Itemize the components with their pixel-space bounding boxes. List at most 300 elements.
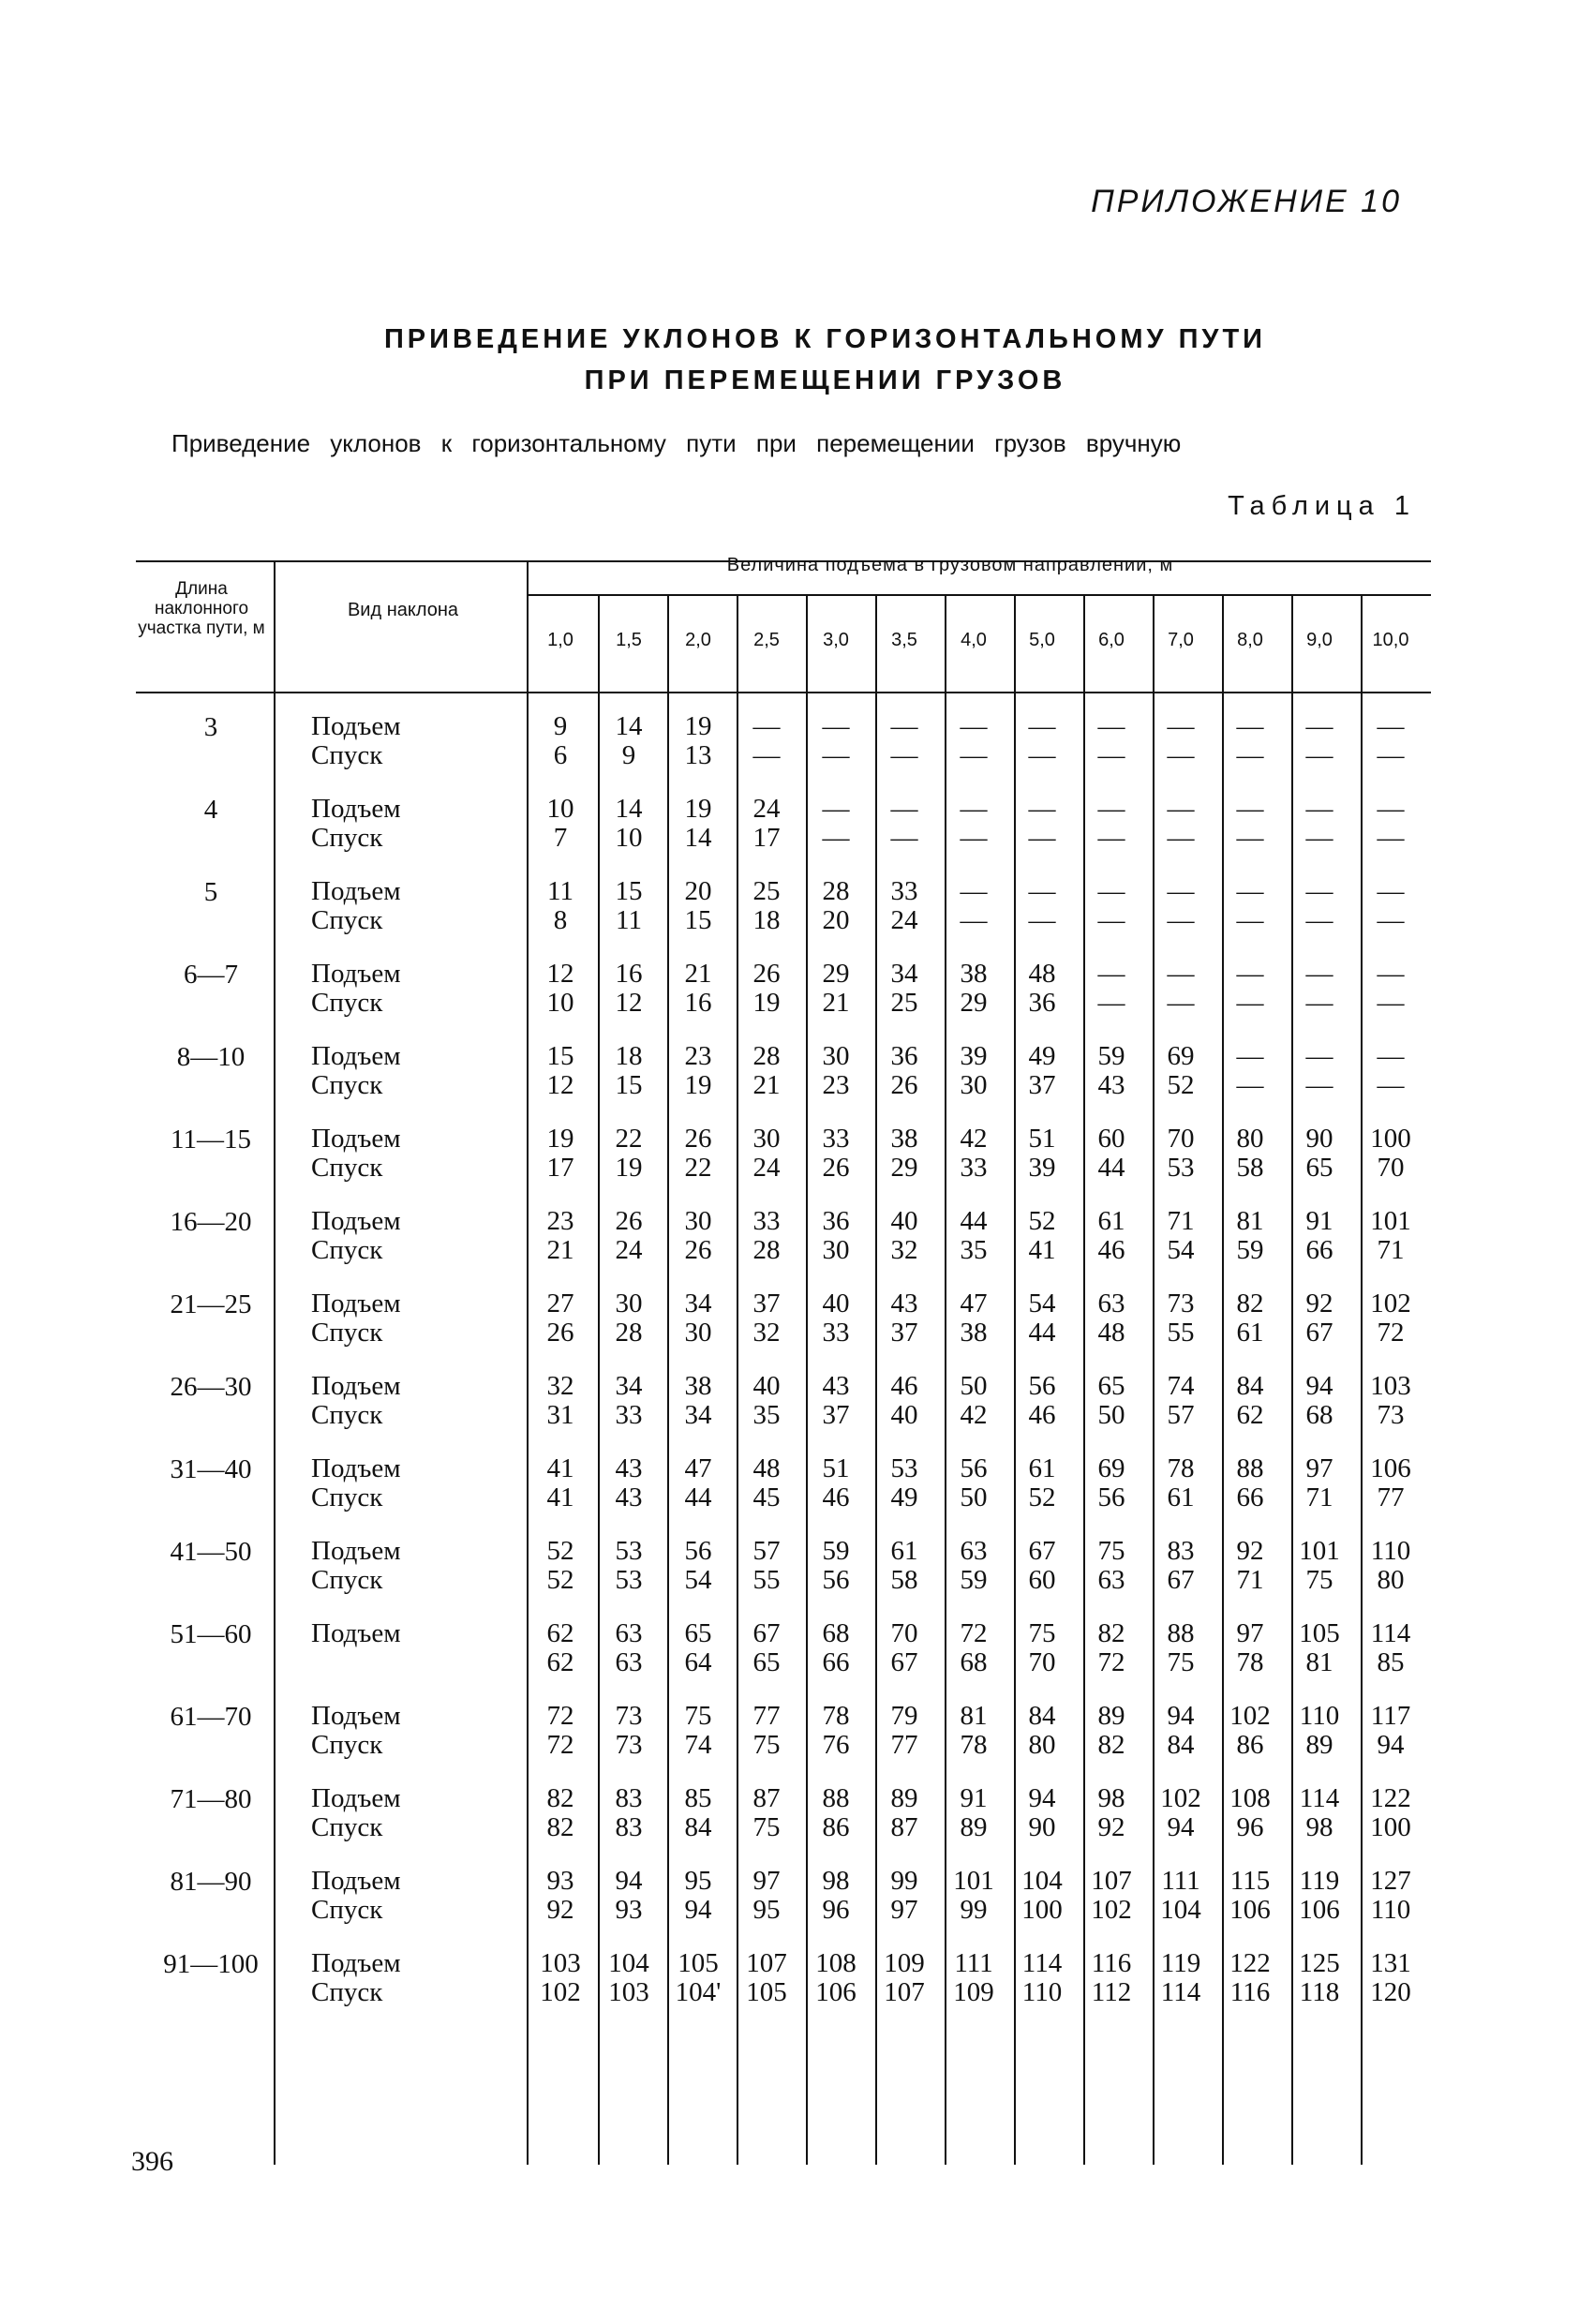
value-down: 77 [1377, 1482, 1405, 1512]
value-up: — [1305, 1041, 1333, 1071]
cell-value [940, 1784, 1007, 1842]
value-down: 74 [684, 1730, 712, 1760]
value-up: 78 [822, 1701, 850, 1731]
value-up: 106 [1370, 1453, 1411, 1483]
cell-value [940, 1867, 1007, 1925]
cell-value [595, 1867, 663, 1925]
value-up: 83 [615, 1783, 643, 1813]
value-down: 94 [1167, 1812, 1195, 1842]
lift-value-header: 7,0 [1168, 630, 1194, 650]
value-up: 70 [890, 1618, 918, 1648]
table-subtitle: Приведение уклонов к горизонтальному пути при перемещении грузов вручную [171, 429, 1182, 457]
value-up: 33 [890, 876, 918, 906]
kind-up: Подъем [311, 1041, 401, 1071]
cell-value [527, 1619, 594, 1677]
value-down: 70 [1028, 1647, 1056, 1677]
value-down: 110 [1021, 1977, 1063, 2007]
cell-value [802, 712, 870, 770]
value-down: 13 [684, 740, 712, 770]
value-down: 73 [615, 1730, 643, 1760]
kind-up: Подъем [311, 959, 401, 989]
value-down: 110 [1370, 1895, 1411, 1925]
value-down: — [1167, 988, 1195, 1018]
value-up: 30 [684, 1206, 712, 1236]
value-up: 78 [1167, 1453, 1195, 1483]
value-down: — [1236, 905, 1264, 935]
cell-value [1286, 1949, 1353, 2007]
value-up: 91 [960, 1783, 988, 1813]
value-up: — [890, 711, 918, 741]
cell-length: 71—80 [170, 1784, 252, 1814]
cell-value [871, 1372, 938, 1430]
cell-value [1286, 1784, 1353, 1842]
cell-value [664, 1454, 732, 1512]
appendix-label: ПРИЛОЖЕНИЕ 10 [1091, 184, 1402, 219]
cell-value [664, 1372, 732, 1430]
lift-value-header: 1,5 [616, 630, 642, 650]
value-down: 39 [1028, 1153, 1056, 1183]
value-down: 104 [1160, 1895, 1201, 1925]
value-up: 122 [1229, 1948, 1271, 1978]
cell-length: 3 [203, 712, 218, 742]
value-down: 30 [684, 1318, 712, 1348]
cell-kind [311, 1125, 499, 1183]
cell-value [1357, 877, 1424, 935]
cell-value [595, 1784, 663, 1842]
cell-value [1147, 877, 1214, 935]
cell-value [940, 1949, 1007, 2007]
value-up: 107 [1091, 1866, 1132, 1896]
value-up: 36 [890, 1041, 918, 1071]
value-down: 44 [684, 1482, 712, 1512]
value-up: — [1028, 711, 1056, 741]
cell-value [733, 877, 800, 935]
cell-value [871, 1042, 938, 1100]
cell-value [733, 1537, 800, 1595]
value-down: 6 [553, 740, 568, 770]
cell-value [1008, 1784, 1076, 1842]
value-up: 102 [1370, 1289, 1411, 1318]
cell-value [1147, 1207, 1214, 1265]
value-down: — [1377, 740, 1405, 770]
value-down: 106 [815, 1977, 857, 2007]
value-up: 19 [684, 711, 712, 741]
value-up: 108 [1229, 1783, 1271, 1813]
lift-value-header: 6,0 [1098, 630, 1125, 650]
value-down: 35 [960, 1235, 988, 1265]
value-up: 75 [1028, 1618, 1056, 1648]
value-down: 50 [1097, 1400, 1125, 1430]
value-down: 93 [615, 1895, 643, 1925]
value-up: 98 [1097, 1783, 1125, 1813]
value-down: 26 [822, 1153, 850, 1183]
lift-value-header: 9,0 [1306, 630, 1333, 650]
value-down: 26 [546, 1318, 574, 1348]
cell-value [802, 1454, 870, 1512]
value-up: — [1097, 794, 1125, 824]
kind-up: Подъем [311, 794, 401, 824]
cell-value [1078, 1372, 1145, 1430]
table-row [0, 1949, 1594, 2032]
value-up: 105 [678, 1948, 719, 1978]
value-down: 24 [615, 1235, 643, 1265]
cell-value [1216, 1702, 1284, 1760]
value-up: 89 [890, 1783, 918, 1813]
value-down: 59 [960, 1565, 988, 1595]
value-up: 114 [1021, 1948, 1063, 1978]
value-down: 103 [608, 1977, 649, 2007]
cell-value [1286, 1125, 1353, 1183]
cell-value [595, 712, 663, 770]
kind-down: Спуск [311, 1482, 383, 1512]
value-up: — [822, 711, 850, 741]
value-up: 29 [822, 959, 850, 989]
cell-value [664, 1125, 732, 1183]
value-up: 40 [822, 1289, 850, 1318]
value-down: — [890, 740, 918, 770]
cell-value [802, 1702, 870, 1760]
value-down: 44 [1097, 1153, 1125, 1183]
value-up: 60 [1097, 1124, 1125, 1154]
cell-value [1147, 1702, 1214, 1760]
cell-kind [311, 1867, 499, 1925]
value-down: 83 [615, 1812, 643, 1842]
value-up: 119 [1299, 1866, 1340, 1896]
cell-value [940, 1289, 1007, 1348]
value-down: — [1167, 740, 1195, 770]
kind-down: Спуск [311, 1318, 383, 1348]
cell-value [802, 1372, 870, 1430]
value-down: 41 [546, 1482, 574, 1512]
cell-value [1216, 712, 1284, 770]
cell-value [1008, 960, 1076, 1018]
cell-value [802, 1537, 870, 1595]
value-up: 108 [815, 1948, 857, 1978]
value-down: 84 [684, 1812, 712, 1842]
value-up: 19 [684, 794, 712, 824]
value-up: 110 [1299, 1701, 1340, 1731]
cell-value [940, 960, 1007, 1018]
value-up: — [1377, 959, 1405, 989]
value-up: 81 [960, 1701, 988, 1731]
value-up: 30 [615, 1289, 643, 1318]
cell-value [1357, 1289, 1424, 1348]
value-down: 99 [960, 1895, 988, 1925]
cell-value [733, 1784, 800, 1842]
value-up: 33 [822, 1124, 850, 1154]
value-down: 96 [1236, 1812, 1264, 1842]
header-lift: Величина подъема в грузовом направлении, м [726, 555, 1174, 575]
value-down: 33 [822, 1318, 850, 1348]
cell-value [1008, 1125, 1076, 1183]
cell-kind [311, 1289, 499, 1348]
value-down: 32 [752, 1318, 781, 1348]
kind-up: Подъем [311, 1453, 401, 1483]
cell-value [733, 1454, 800, 1512]
value-up: 75 [684, 1701, 712, 1731]
value-down: 30 [822, 1235, 850, 1265]
value-down: 55 [752, 1565, 781, 1595]
cell-kind [311, 1537, 499, 1595]
value-up: 54 [1028, 1289, 1056, 1318]
cell-value [802, 1619, 870, 1677]
value-down: — [1305, 988, 1333, 1018]
value-up: — [1236, 711, 1264, 741]
value-down: 71 [1305, 1482, 1333, 1512]
value-up: 46 [890, 1371, 918, 1401]
cell-value [1078, 712, 1145, 770]
value-up: 57 [752, 1536, 781, 1566]
value-up: 39 [960, 1041, 988, 1071]
cell-length: 91—100 [163, 1949, 259, 1979]
value-down: 59 [1236, 1235, 1264, 1265]
cell-value [733, 795, 800, 853]
value-down: 100 [1370, 1812, 1411, 1842]
cell-kind [311, 960, 499, 1018]
value-down: — [1305, 905, 1333, 935]
value-down: 89 [960, 1812, 988, 1842]
value-down: 29 [890, 1153, 918, 1183]
value-up: 77 [752, 1701, 781, 1731]
value-up: 88 [1236, 1453, 1264, 1483]
value-up: 33 [752, 1206, 781, 1236]
value-down: 63 [1097, 1565, 1125, 1595]
value-up: 51 [822, 1453, 850, 1483]
table-row [0, 795, 1594, 877]
header-kind: Вид наклона [347, 600, 459, 620]
cell-value [733, 1702, 800, 1760]
value-up: 94 [1167, 1701, 1195, 1731]
value-up: 102 [1160, 1783, 1201, 1813]
cell-value [871, 1207, 938, 1265]
cell-value [664, 1702, 732, 1760]
value-down: 52 [1028, 1482, 1056, 1512]
cell-value [595, 1289, 663, 1348]
cell-value [1008, 1372, 1076, 1430]
cell-value [527, 1042, 594, 1100]
cell-value [871, 1619, 938, 1677]
kind-down: Спуск [311, 1977, 383, 2007]
value-up: — [1305, 959, 1333, 989]
value-down: 30 [960, 1070, 988, 1100]
cell-value [595, 1125, 663, 1183]
value-up: 23 [546, 1206, 574, 1236]
value-up: — [1097, 876, 1125, 906]
kind-down: Спуск [311, 1895, 383, 1925]
value-up: 100 [1370, 1124, 1411, 1154]
cell-value [733, 712, 800, 770]
value-down: 15 [615, 1070, 643, 1100]
value-down: — [752, 740, 781, 770]
cell-value [527, 1537, 594, 1595]
value-down: 118 [1299, 1977, 1340, 2007]
cell-value [940, 1125, 1007, 1183]
cell-length: 11—15 [171, 1125, 251, 1155]
value-up: 67 [1028, 1536, 1056, 1566]
value-down: 53 [1167, 1153, 1195, 1183]
value-down: 37 [1028, 1070, 1056, 1100]
value-down: 66 [1236, 1482, 1264, 1512]
cell-kind [311, 1619, 499, 1648]
value-down: 9 [621, 740, 636, 770]
value-up: 101 [953, 1866, 994, 1896]
cell-value [1216, 1867, 1284, 1925]
cell-value [1286, 1454, 1353, 1512]
value-up: 26 [684, 1124, 712, 1154]
kind-up: Подъем [311, 1618, 401, 1648]
value-down: 54 [684, 1565, 712, 1595]
table-number-label: Таблица 1 [1228, 491, 1416, 521]
value-up: 103 [540, 1948, 581, 1978]
value-up: 88 [822, 1783, 850, 1813]
cell-value [1286, 1702, 1353, 1760]
value-down: 67 [890, 1647, 918, 1677]
value-up: 114 [1370, 1618, 1411, 1648]
value-up: 19 [546, 1124, 574, 1154]
value-up: — [1305, 711, 1333, 741]
value-up: — [1377, 711, 1405, 741]
value-down: 38 [960, 1318, 988, 1348]
kind-down: Спуск [311, 1153, 383, 1183]
cell-value [940, 1042, 1007, 1100]
cell-value [871, 712, 938, 770]
cell-length: 16—20 [170, 1207, 252, 1237]
cell-value [940, 877, 1007, 935]
cell-value [664, 1619, 732, 1677]
cell-value [940, 795, 1007, 853]
value-up: 10 [546, 794, 574, 824]
value-up: 94 [1305, 1371, 1333, 1401]
cell-value [1008, 1042, 1076, 1100]
value-down: 106 [1299, 1895, 1340, 1925]
value-down: — [1377, 823, 1405, 853]
value-up: 21 [684, 959, 712, 989]
value-up: 67 [752, 1618, 781, 1648]
value-up: 70 [1167, 1124, 1195, 1154]
value-up: 83 [1167, 1536, 1195, 1566]
cell-value [733, 1372, 800, 1430]
value-down: 70 [1377, 1153, 1405, 1183]
value-up: — [1167, 959, 1195, 989]
value-down: 58 [890, 1565, 918, 1595]
value-down: 44 [1028, 1318, 1056, 1348]
value-down: 35 [752, 1400, 781, 1430]
value-up: 82 [546, 1783, 574, 1813]
value-down: 100 [1021, 1895, 1063, 1925]
value-down: 71 [1236, 1565, 1264, 1595]
value-up: 53 [890, 1453, 918, 1483]
value-up: 38 [890, 1124, 918, 1154]
value-up: — [1028, 794, 1056, 824]
value-down: 8 [553, 905, 568, 935]
cell-value [871, 1702, 938, 1760]
value-down: 28 [752, 1235, 781, 1265]
cell-kind [311, 795, 499, 853]
cell-value [1357, 960, 1424, 1018]
value-up: 97 [752, 1866, 781, 1896]
value-up: 22 [615, 1124, 643, 1154]
cell-value [1216, 1454, 1284, 1512]
value-up: 42 [960, 1124, 988, 1154]
cell-value [802, 795, 870, 853]
value-up: 52 [546, 1536, 574, 1566]
value-up: 92 [1236, 1536, 1264, 1566]
cell-value [940, 1207, 1007, 1265]
value-up: 38 [684, 1371, 712, 1401]
cell-value [802, 877, 870, 935]
value-down: 68 [1305, 1400, 1333, 1430]
cell-value [1357, 795, 1424, 853]
value-down: — [1028, 823, 1056, 853]
value-down: 37 [890, 1318, 918, 1348]
cell-value [527, 1867, 594, 1925]
lift-value-header: 2,5 [753, 630, 780, 650]
value-up: 53 [615, 1536, 643, 1566]
cell-value [802, 1867, 870, 1925]
value-down: 56 [1097, 1482, 1125, 1512]
kind-down: Спуск [311, 1730, 383, 1760]
value-down: 85 [1377, 1647, 1405, 1677]
cell-value [1078, 1784, 1145, 1842]
value-down: — [890, 823, 918, 853]
header-bottom-rule [136, 692, 1431, 693]
cell-value [1147, 1619, 1214, 1677]
cell-value [1216, 960, 1284, 1018]
value-up: — [960, 794, 988, 824]
value-down: 33 [615, 1400, 643, 1430]
value-up: 9 [553, 711, 568, 741]
value-up: 11 [547, 876, 574, 906]
cell-value [1286, 1619, 1353, 1677]
kind-up: Подъем [311, 1948, 401, 1978]
cell-value [940, 1702, 1007, 1760]
value-up: 14 [615, 711, 643, 741]
value-down: — [1377, 988, 1405, 1018]
table-row [0, 1207, 1594, 1289]
value-up: 36 [822, 1206, 850, 1236]
value-down: 76 [822, 1730, 850, 1760]
value-up: 71 [1167, 1206, 1195, 1236]
cell-value [1216, 877, 1284, 935]
value-down: 92 [1097, 1812, 1125, 1842]
value-down: 63 [615, 1647, 643, 1677]
kind-up: Подъем [311, 1866, 401, 1896]
value-down: 78 [960, 1730, 988, 1760]
cell-value [595, 877, 663, 935]
cell-value [1357, 1042, 1424, 1100]
cell-value [940, 1537, 1007, 1595]
value-up: 56 [684, 1536, 712, 1566]
value-up: 40 [890, 1206, 918, 1236]
kind-up: Подъем [311, 711, 401, 741]
kind-down: Спуск [311, 740, 383, 770]
value-up: 91 [1305, 1206, 1333, 1236]
cell-value [1147, 1125, 1214, 1183]
cell-value [527, 1125, 594, 1183]
value-up: 73 [1167, 1289, 1195, 1318]
value-down: 62 [546, 1647, 574, 1677]
value-down: 94 [1377, 1730, 1405, 1760]
value-down: 10 [546, 988, 574, 1018]
cell-value [527, 1207, 594, 1265]
value-up: 93 [546, 1866, 574, 1896]
value-down: 65 [752, 1647, 781, 1677]
value-up: — [1236, 876, 1264, 906]
cell-value [595, 1207, 663, 1265]
value-down: — [1028, 740, 1056, 770]
value-down: 26 [890, 1070, 918, 1100]
value-down: — [1305, 823, 1333, 853]
